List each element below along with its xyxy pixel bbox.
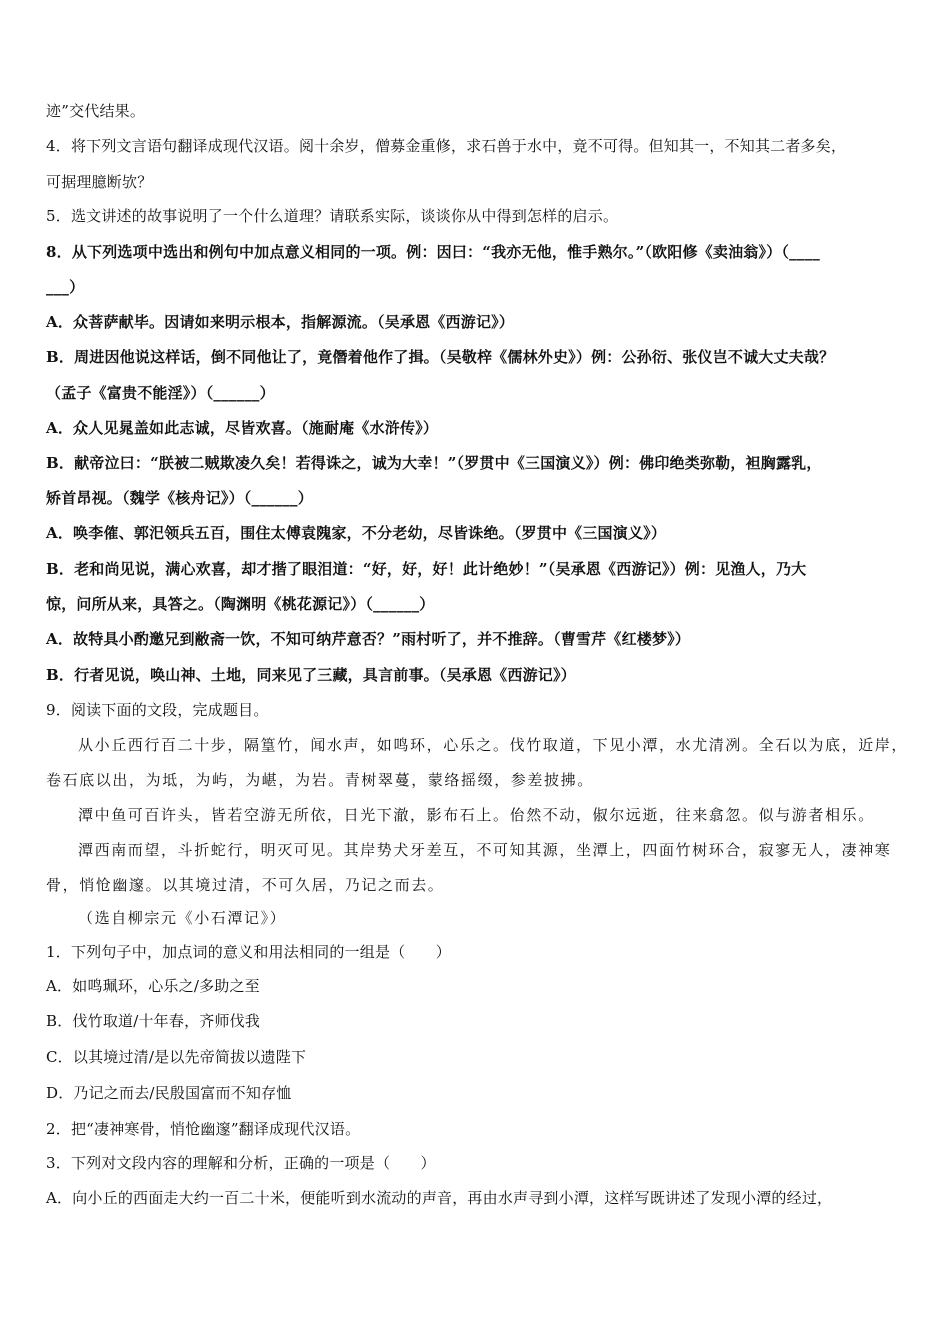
sub-question-2: 2．把“凄神寒骨，悄怆幽邃”翻译成现代汉语。 [46, 1120, 361, 1138]
passage-line: 潭西南而望，斗折蛇行，明灭可见。其岸势犬牙差互，不可知其源，坐潭上，四面竹树环合，寂寥无人，凄神寒 [78, 841, 892, 859]
option-b: B．伐竹取道/十年春，齐师伐我 [46, 1012, 261, 1030]
text-line: 矫首昂视。（魏学《核舟记》）（______） [46, 489, 313, 507]
sub-question-1: 1．下列句子中，加点词的意义和用法相同的一组是（ ） [46, 943, 451, 961]
option-a: A．如鸣珮环，心乐之/多助之至 [46, 977, 260, 995]
text-line: 可据理臆断欤？ [46, 173, 153, 191]
question-5: 5．选文讲述的故事说明了一个什么道理？请联系实际，谈谈你从中得到怎样的启示。 [46, 207, 619, 225]
text-line: 惊，问所从来，具答之。（陶渊明《桃花源记》）（______） [46, 595, 435, 613]
passage-line: 骨，悄怆幽邃。以其境过清，不可久居，乃记之而去。 [46, 876, 445, 894]
text-line: （孟子《富贵不能淫》）（______） [46, 384, 275, 402]
question-9: 9．阅读下面的文段，完成题目。 [46, 701, 269, 719]
option-b: B．献帝泣曰：“朕被二贼欺凌久矣！若得诛之，诚为大幸！”（罗贯中《三国演义》）例：佛印绝类弥勒，袒胸露乳， [46, 454, 822, 472]
text-line: 迹”交代结果。 [46, 102, 146, 120]
option-a: A．众菩萨献毕。因请如来明示根本，指解源流。（吴承恩《西游记》） [46, 313, 515, 331]
option-b: B．老和尚见说，满心欢喜，却才揩了眼泪道：“好，好，好！此计绝妙！”（吴承恩《西游记》）例：见渔人，乃大 [46, 560, 807, 578]
passage-line: 卷石底以出，为坻，为屿，为嵁，为岩。青树翠蔓，蒙络摇缀，参差披拂。 [46, 771, 594, 789]
sub-question-3: 3．下列对文段内容的理解和分析，正确的一项是（ ） [46, 1154, 436, 1172]
passage-line: 潭中鱼可百许头，皆若空游无所依，日光下澈，影布石上。佁然不动，俶尔远逝，往来翕忽。似与游者相乐。 [78, 806, 875, 824]
option-c: C．以其境过清/是以先帝简拔以遗陛下 [46, 1048, 307, 1066]
option-a: A．唤李傕、郭汜领兵五百，围住太傅袁隗家，不分老幼，尽皆诛绝。（罗贯中《三国演义》） [46, 524, 667, 542]
question-8: 8．从下列选项中选出和例句中加点意义相同的一项。例：因曰：“我亦无他，惟手熟尔。”（欧阳修《卖油翁》）（____ [46, 243, 820, 261]
passage-source: （选自柳宗元《小石潭记》） [78, 909, 287, 927]
option-a: A．故特具小酌邀兄到敝斋一饮，不知可纳芹意否？”雨村听了，并不推辞。（曹雪芹《红楼梦》） [46, 630, 691, 648]
option-a: A．向小丘的西面走大约一百二十米，便能听到水流动的声音，再由水声寻到小潭，这样写既讲述了发现小潭的经过， [46, 1189, 833, 1207]
passage-line: 从小丘西行百二十步，隔篁竹，闻水声，如鸣环，心乐之。伐竹取道，下见小潭，水尤清冽。全石以为底，近岸， [78, 736, 909, 754]
option-a: A．众人见晁盖如此志诚，尽皆欢喜。（施耐庵《水浒传》） [46, 419, 439, 437]
text-line: ___） [46, 278, 85, 296]
option-b: B．周进因他说这样话，倒不同他让了，竟僭着他作了揖。（吴敬梓《儒林外史》）例：公孙衍、张仪岂不诚大丈夫哉？ [46, 348, 835, 366]
question-4: 4．将下列文言语句翻译成现代汉语。阅十余岁，僧募金重修，求石兽于水中，竟不可得。但知其一，不知其二者多矣， [46, 137, 847, 155]
option-b: B．行者见说，唤山神、土地，同来见了三藏，具言前事。（吴承恩《西游记》） [46, 666, 576, 684]
option-d: D．乃记之而去/民殷国富而不知存恤 [46, 1084, 292, 1102]
